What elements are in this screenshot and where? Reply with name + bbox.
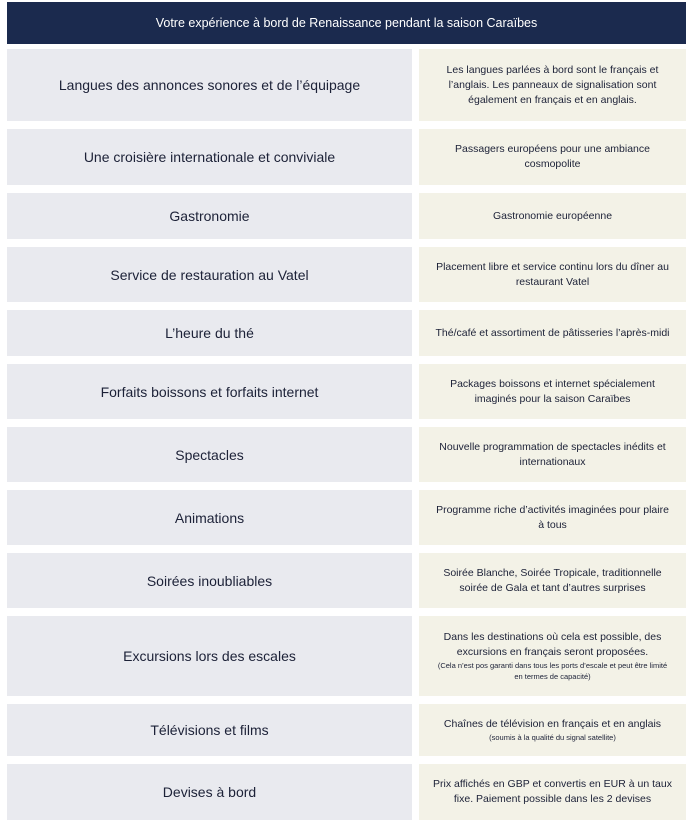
table-row (7, 129, 686, 185)
row-value: Placement libre et service continu lors du dîner au restaurant Vatel (436, 260, 669, 288)
row-value-cell (419, 490, 686, 545)
row-label: Devises à bord (7, 764, 412, 820)
row-value-cell (419, 310, 686, 356)
row-value: Thé/café et assortiment de pâtisseries l’après-midi (435, 326, 670, 339)
table-row (7, 764, 686, 820)
row-note: (Cela n’est pos garanti dans tous les ports d’escale et peut être limité en termes de capacité) (437, 661, 668, 681)
row-value-cell (419, 49, 686, 121)
table-row (7, 247, 686, 302)
row-value-cell (419, 616, 686, 696)
table-row (7, 310, 686, 356)
row-label: Télévisions et films (7, 704, 412, 756)
table-row (7, 616, 686, 696)
row-value: Soirée Blanche, Soirée Tropicale, traditionnelle soirée de Gala et tant d’autres surprises (443, 566, 662, 594)
row-value-cell (419, 427, 686, 482)
row-label: Excursions lors des escales (7, 616, 412, 696)
table-title: Votre expérience à bord de Renaissance pendant la saison Caraïbes (155, 16, 538, 30)
table-row (7, 704, 686, 756)
row-label: Forfaits boissons et forfaits internet (7, 364, 412, 419)
row-label: Service de restauration au Vatel (7, 247, 412, 302)
row-value: Gastronomie européenne (492, 209, 613, 222)
row-label: Langues des annonces sonores et de l’équipage (7, 49, 412, 121)
row-value: Chaînes de télévision en français et en anglais (443, 718, 662, 730)
row-label: Gastronomie (7, 193, 412, 239)
row-value: Packages boissons et internet spécialement imaginés pour la saison Caraïbes (450, 377, 655, 405)
row-value-cell (419, 247, 686, 302)
row-label: Animations (7, 490, 412, 545)
row-label: Une croisière internationale et conviviale (7, 129, 412, 185)
row-value: Nouvelle programmation de spectacles inédits et internationaux (439, 440, 666, 468)
row-label: L’heure du thé (7, 310, 412, 356)
row-value-cell (419, 553, 686, 608)
row-label: Spectacles (7, 427, 412, 482)
table-row (7, 490, 686, 545)
row-value-cell (419, 764, 686, 820)
row-value: Prix affichés en GBP et convertis en EUR à un taux fixe. Paiement possible dans les 2 devises (433, 778, 672, 805)
row-value: Passagers européens pour une ambiance cosmopolite (455, 143, 650, 170)
row-value: Les langues parlées à bord sont le français et l’anglais. Les panneaux de signalisation sont également en français et en anglais. (446, 63, 659, 106)
table-row (7, 364, 686, 419)
table-row (7, 427, 686, 482)
table-row (7, 193, 686, 239)
row-value: Programme riche d’activités imaginées pour plaire à tous (436, 503, 669, 531)
row-value-cell (419, 704, 686, 756)
row-value: Dans les destinations où cela est possible, des excursions en français seront proposées. (443, 631, 662, 658)
row-note: (soumis à la qualité du signal satellite) (489, 733, 616, 742)
row-value-cell (419, 129, 686, 185)
row-value-cell (419, 193, 686, 239)
row-value-cell (419, 364, 686, 419)
table-row (7, 553, 686, 608)
table-header (7, 2, 686, 44)
experience-table (7, 49, 686, 820)
row-label: Soirées inoubliables (7, 553, 412, 608)
table-row (7, 49, 686, 121)
